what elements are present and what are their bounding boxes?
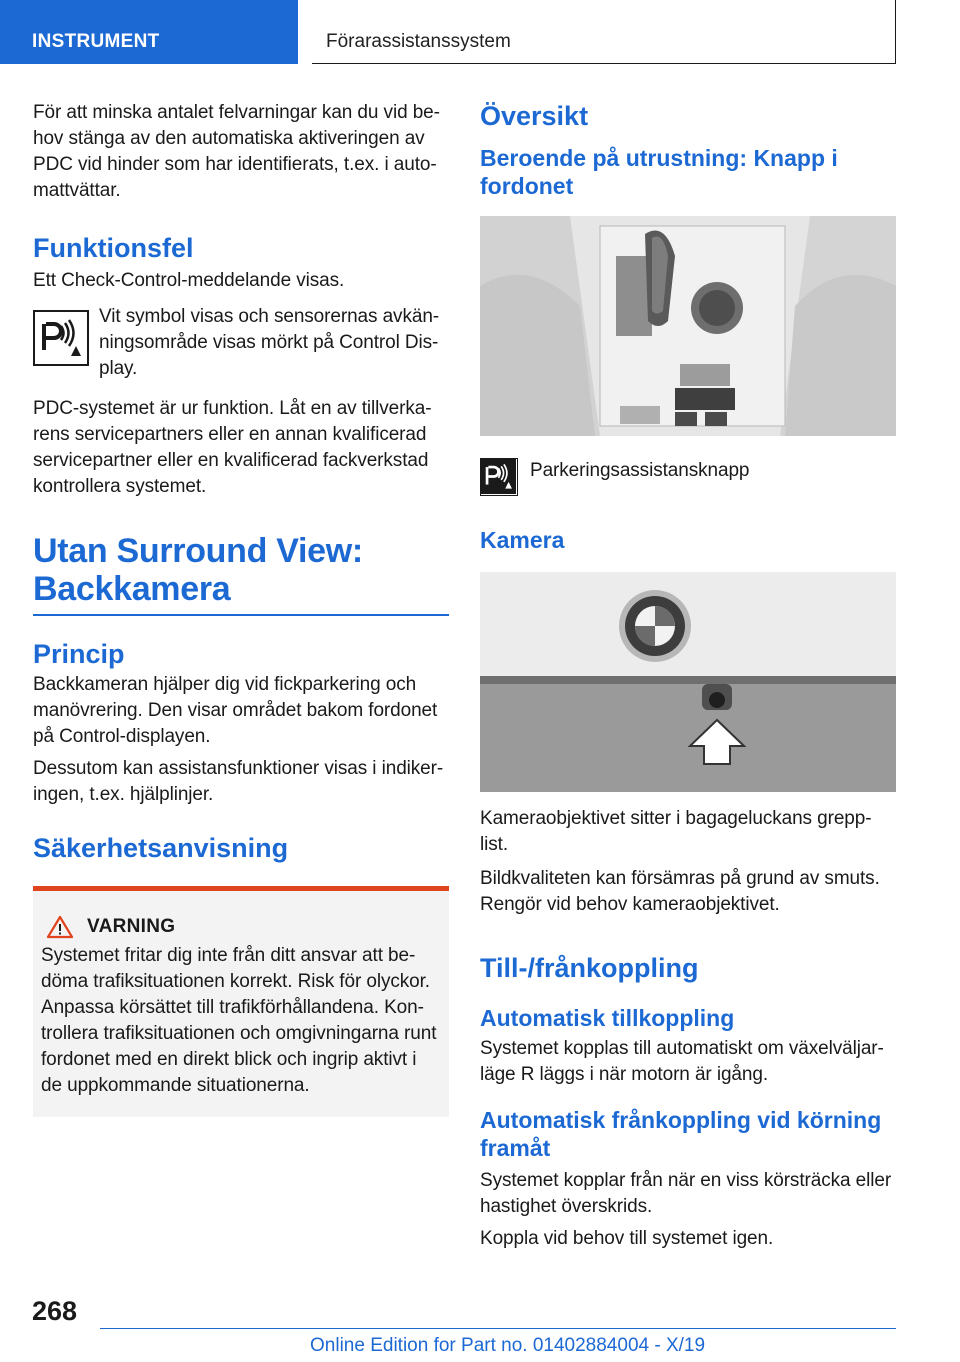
equipment-heading: Beroende på utrustning: Knapp i fordonet [480,145,838,199]
auto-on-heading: Automatisk tillkoppling [480,1005,735,1031]
auto-on-paragraph: Systemet kopplas till automatiskt om växelväljar-läge R läggs i när motorn är igång. [480,1038,884,1085]
page-number: 268 [32,1296,78,1326]
symbol-row [33,304,449,382]
parking-assistant-button-icon [480,458,518,496]
auto-off-heading: Automatisk frånkoppling vid körning framåt [480,1107,882,1161]
camera-paragraph-2: Bildkvaliteten kan försämras på grund av smuts. Rengör vid behov kameraobjektivet. [480,868,880,915]
principle-paragraph-1: Backkameran hjälper dig vid fickparkering och manövrering. Den visar området bakom fordonet på Control-displayen. [33,674,438,747]
malfunction-text: Ett Check-Control-meddelande visas. [33,270,345,291]
footer-edition-text: Online Edition for Part no. 01402884004 - X/19 [310,1335,706,1356]
toggle-heading: Till-/frånkoppling [480,953,699,983]
warning-text: Systemet fritar dig inte från ditt ansvar att be-döma trafiksituationen korrekt. Risk för olyckor. Anpassa körsättet till trafikförhållandena. Kon-trollera trafiksituationen och omgivningarna runt fordonet med en direkt blick och ingrip aktivt i de uppkommande situationerna. [41,945,437,1096]
section-divider [33,614,449,616]
camera-heading: Kamera [480,527,565,553]
footer-divider [100,1328,896,1329]
auto-off-paragraph-2: Koppla vid behov till systemet igen. [480,1228,774,1249]
safety-heading: Säkerhetsanvisning [33,833,289,863]
header-section-tab: INSTRUMENT [0,0,298,64]
camera-paragraph-1: Kameraobjektivet sitter i bagageluckans grepp-list. [480,808,872,855]
principle-paragraph-2: Dessutom kan assistansfunktioner visas i indiker-ingen, t.ex. hjälplinjer. [33,758,444,805]
rear-camera-section-heading: Utan Surround View: Backkamera [33,532,363,608]
warning-title: VARNING [87,916,176,937]
parking-assistant-caption: Parkeringsassistansknapp [530,460,750,481]
overview-heading: Översikt [480,101,589,131]
right-column [480,100,896,1252]
button-caption-row [480,458,896,496]
camera-location-photo [480,572,896,792]
failure-paragraph: PDC-systemet är ur funktion. Låt en av tillverka-rens servicepartners eller en annan kvalificerad servicepartner eller en kvalificerad fackverkstad kontrollera systemet. [33,398,432,497]
pdc-white-symbol-icon [33,310,89,366]
center-console-photo [480,216,896,436]
left-column [33,100,449,1117]
principle-heading: Princip [33,639,125,669]
symbol-description: Vit symbol visas och sensorernas avkän-ningsområde visas mörkt på Control Dis-play. [99,306,440,379]
auto-off-paragraph-1: Systemet kopplar från när en viss körsträcka eller hastighet överskrids. [480,1170,892,1217]
warning-title-row [41,915,441,939]
warning-triangle-icon [47,915,73,939]
intro-paragraph: För att minska antalet felvarningar kan du vid be-hov stänga av den automatiska aktiveringen av PDC vid hinder som har identifierats, t.ex. i auto-mattvättar. [33,102,440,201]
warning-box [33,886,449,1117]
malfunction-heading: Funktionsfel [33,233,194,263]
header-chapter-title: Förarassistanssystem [312,0,896,64]
